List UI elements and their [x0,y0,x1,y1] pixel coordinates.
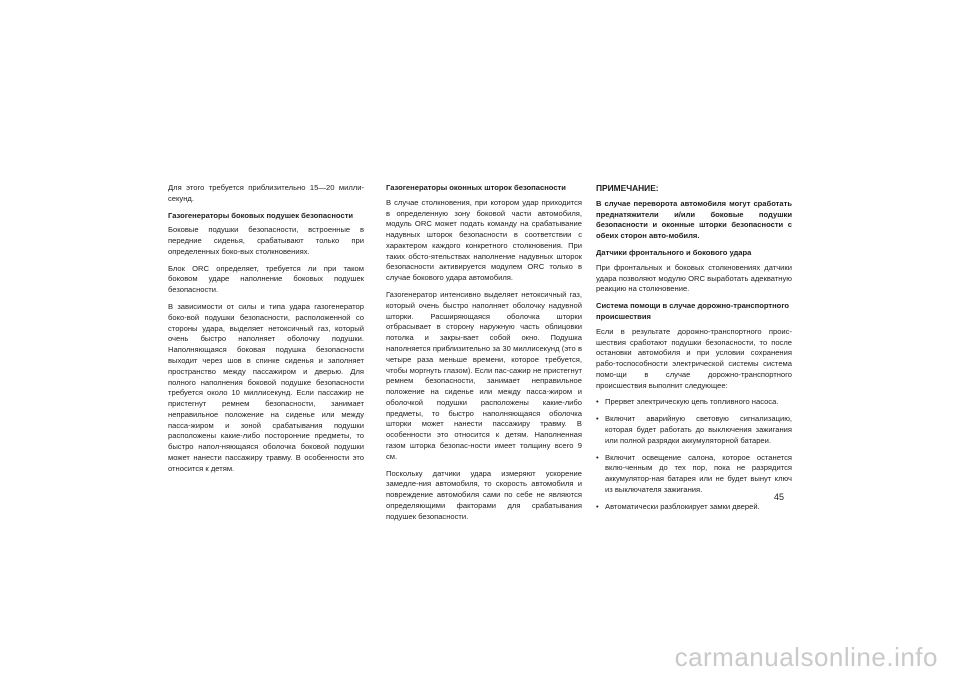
paragraph: Если в результате дорожно-транспортного проис-шествия сработают подушки безопасности, то после остановки автомобиля и при условии сохранения рабо-тоспособности электрической системы система помо-щи в случае дорожно-транспортного происшествия выполнит следующее: [596,326,792,390]
list-item [596,397,792,408]
list-item [596,502,792,513]
paragraph: Поскольку датчики удара измеряют ускорение замедле-ния автомобиля, то скорость автомобиля и повреждение автомобиля сами по себе не являются определяющими факторами для срабатывания подушек безопасности. [386,468,582,521]
section-heading-accident-response: Система помощи в случае дорожно-транспортного происшествия [596,301,790,321]
bullet-icon: • [596,501,599,511]
text-column-right [596,183,792,518]
paragraph: В зависимости от силы и типа удара газогенератор боко-вой подушки безопасности, расположенной со стороны удара, выделяет нетоксичный газ, который очень быстро наполняет оболочку подушки. Наполняющаяся боковая подушка безопасности выходит через шов в спинке сиденья и заполняет пространство между пассажиром и дверью. Для полного наполнения боковой подушке безопасности требуется около 10 миллисекунд. Если пассажир не пристегнут ремнем безопасности, занимает неправильное положение на сиденье или между пасса-жиром и зоной срабатывания подушки расположены какие-либо посторонние предметы, то быстро напол-няющаяся оболочка боковой подушки может нанести пассажиру травму. В особенности это относится к детям. [168,302,364,473]
bullet-icon: • [596,414,599,424]
bullet-icon: • [596,452,599,462]
section-heading-impact-sensors: Датчики фронтального и бокового удара [596,248,752,258]
paragraph: Газогенератор интенсивно выделяет нетоксичный газ, который очень быстро наполняет оболочку надувной шторки. Расширяющаяся оболочка шторки отбрасывает в сторону наружную часть облицовки потолка и закры-вает собой окно. Подушка наполняется приблизительно за 30 миллисекунд (это в четыре раза меньше времени, которое требуется, чтобы моргнуть глазом). Если пас-сажир не пристегнут ремнем безопасности, занимает неправильное положение на сиденье или между пасса-жиром и оболочкой подушки расположены какие-либо предметы, то быстро наполняющаяся оболочка шторки может нанести пассажиру травму. В особенности это относится к детям. Наполненная газом шторка безопас-ности имеет толщину всего 9 см. [386,290,582,461]
list-item-text: Прервет электрическую цепь топливного насоса. [605,397,779,407]
paragraph: Блок ORC определяет, требуется ли при таком боковом ударе наполнение боковых подушек безопасности. [168,263,364,295]
note-text: В случае переворота автомобиля могут сработать преднатяжители и/или боковые подушки безопасности и оконные шторки безопасности с обеих сторон авто-мобиля. [596,198,792,241]
section-heading-side-airbags: Газогенераторы боковых подушек безопасности [168,210,354,220]
note-heading: ПРИМЕЧАНИЕ: [596,183,659,193]
bullet-list [596,397,792,512]
list-item-text: Автоматически разблокирует замки дверей. [605,501,760,511]
watermark: carmanualsonline.info [674,642,938,672]
section-heading-curtain-airbags: Газогенераторы оконных шторок безопасности [386,183,566,192]
page-number: 45 [774,492,785,502]
text-column-middle [386,183,582,528]
list-item-text: Включит освещение салона, которое останется вклю-ченным до тех пор, пока не разрядится аккумулятор-ная батарея или не будет вынут ключ из выключателя зажигания. [605,452,792,494]
paragraph: При фронтальных и боковых столкновениях датчики удара позволяют модулю ORC выработать адекватную реакцию на столкновение. [596,262,792,294]
list-item [596,453,792,496]
list-item [596,414,792,446]
paragraph: В случае столкновения, при котором удар приходится в определенную зону боковой части автомобиля, модуль ORC может подать команду на срабатывание надувных шторок безопасности в соответствии с характером каждого конкретного столкновения. При таких обсто-ятельствах наполнение надувных шторок безопасности активируется модулем ORC только в случае бокового удара автомобиля. [386,197,582,283]
paragraph: Боковые подушки безопасности, встроенные в передние сиденья, срабатывают только при определенных боко-вых столкновениях. [168,225,364,256]
bullet-icon: • [596,397,599,407]
text-column-left [168,183,364,481]
paragraph: Для этого требуется приблизительно 15—20 милли-секунд. [168,183,364,203]
list-item-text: Включит аварийную световую сигнализацию, которая будет работать до выключения зажигания или полной разрядки аккумуляторной батареи. [605,414,792,445]
